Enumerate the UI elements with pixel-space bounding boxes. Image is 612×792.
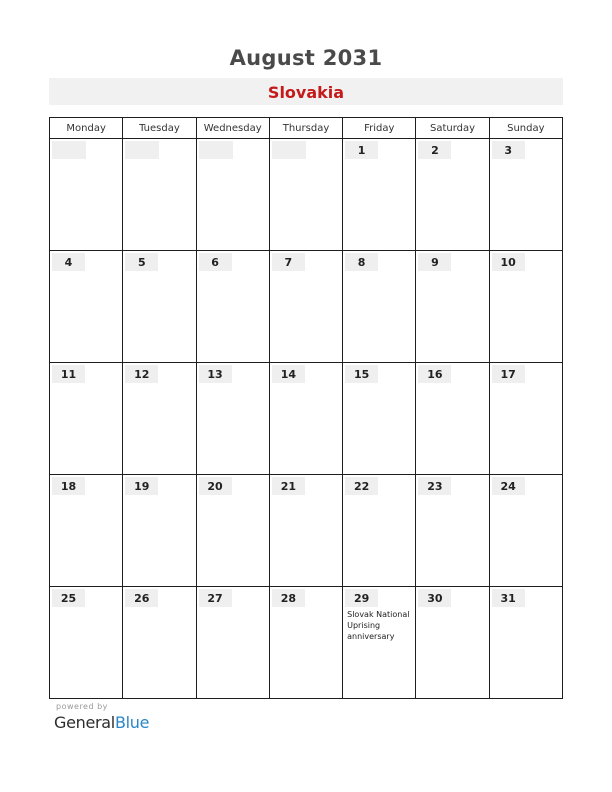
- weekday-saturday: Saturday: [416, 118, 489, 139]
- weekday-wednesday: Wednesday: [196, 118, 269, 139]
- calendar-week-row: [50, 475, 563, 587]
- day-number: 8: [345, 253, 378, 271]
- day-cell[interactable]: [123, 363, 196, 475]
- weekday-tuesday: Tuesday: [123, 118, 196, 139]
- day-number: 12: [125, 365, 158, 383]
- calendar-title: August 2031: [229, 46, 383, 70]
- day-cell[interactable]: [489, 251, 562, 363]
- day-cell[interactable]: [489, 139, 562, 251]
- day-number: 21: [272, 477, 305, 495]
- day-cell[interactable]: [269, 475, 342, 587]
- day-cell[interactable]: [123, 139, 196, 251]
- day-cell[interactable]: [343, 475, 416, 587]
- day-cell[interactable]: [196, 251, 269, 363]
- day-number: 23: [418, 477, 451, 495]
- day-number: 17: [492, 365, 525, 383]
- day-cell[interactable]: [50, 475, 123, 587]
- day-cell[interactable]: [196, 587, 269, 699]
- calendar-week-row: [50, 251, 563, 363]
- day-number: 30: [418, 589, 451, 607]
- day-cell[interactable]: [489, 363, 562, 475]
- weekday-thursday: Thursday: [269, 118, 342, 139]
- day-number: 29: [345, 589, 378, 607]
- day-cell[interactable]: [416, 475, 489, 587]
- day-cell[interactable]: [416, 363, 489, 475]
- day-number: 14: [272, 365, 305, 383]
- day-cell[interactable]: [416, 139, 489, 251]
- day-cell[interactable]: [489, 587, 562, 699]
- day-cell[interactable]: [50, 587, 123, 699]
- day-cell[interactable]: [343, 363, 416, 475]
- day-number: 22: [345, 477, 378, 495]
- day-cell[interactable]: [196, 139, 269, 251]
- calendar-grid: [49, 117, 563, 699]
- day-number: 20: [199, 477, 232, 495]
- day-cell[interactable]: [343, 587, 416, 699]
- empty-day-marker: [125, 141, 159, 159]
- day-number: 11: [52, 365, 85, 383]
- day-cell[interactable]: [416, 587, 489, 699]
- empty-day-marker: [199, 141, 233, 159]
- day-number: 31: [492, 589, 525, 607]
- weekday-sunday: Sunday: [489, 118, 562, 139]
- day-cell[interactable]: [269, 587, 342, 699]
- day-cell[interactable]: [196, 363, 269, 475]
- day-cell[interactable]: [50, 139, 123, 251]
- day-number: 24: [492, 477, 525, 495]
- day-cell[interactable]: [50, 363, 123, 475]
- empty-day-marker: [52, 141, 86, 159]
- day-cell[interactable]: [196, 475, 269, 587]
- day-cell[interactable]: [269, 139, 342, 251]
- powered-by-text: powered by: [56, 702, 108, 711]
- day-cell[interactable]: [343, 251, 416, 363]
- day-cell[interactable]: [269, 363, 342, 475]
- day-number: 25: [52, 589, 85, 607]
- day-number: 10: [492, 253, 525, 271]
- day-number: 6: [199, 253, 232, 271]
- day-number: 18: [52, 477, 85, 495]
- weekday-friday: Friday: [343, 118, 416, 139]
- empty-day-marker: [272, 141, 306, 159]
- day-number: 13: [199, 365, 232, 383]
- day-cell[interactable]: [269, 251, 342, 363]
- day-number: 5: [125, 253, 158, 271]
- holiday-event: Slovak National Uprising anniversary: [347, 610, 410, 641]
- brand-blue-text: Blue: [114, 713, 150, 732]
- day-number: 9: [418, 253, 451, 271]
- day-cell[interactable]: [123, 587, 196, 699]
- day-number: 16: [418, 365, 451, 383]
- calendar-week-row: [50, 587, 563, 699]
- day-number: 28: [272, 589, 305, 607]
- day-number: 19: [125, 477, 158, 495]
- day-cell[interactable]: [50, 251, 123, 363]
- calendar-week-row: [50, 139, 563, 251]
- day-number: 3: [492, 141, 525, 159]
- weekday-header-row: [50, 118, 563, 139]
- calendar-week-row: [50, 363, 563, 475]
- brand-general-text: General: [54, 713, 115, 732]
- day-cell[interactable]: [123, 475, 196, 587]
- weekday-monday: Monday: [50, 118, 123, 139]
- day-number: 2: [418, 141, 451, 159]
- day-number: 26: [125, 589, 158, 607]
- day-number: 7: [272, 253, 305, 271]
- day-cell[interactable]: [489, 475, 562, 587]
- day-number: 1: [345, 141, 378, 159]
- generalblue-logo[interactable]: [54, 713, 149, 732]
- day-cell[interactable]: [123, 251, 196, 363]
- day-number: 15: [345, 365, 378, 383]
- day-number: 4: [52, 253, 85, 271]
- day-cell[interactable]: [343, 139, 416, 251]
- day-number: 27: [199, 589, 232, 607]
- country-banner: Slovakia: [49, 78, 563, 105]
- day-cell[interactable]: [416, 251, 489, 363]
